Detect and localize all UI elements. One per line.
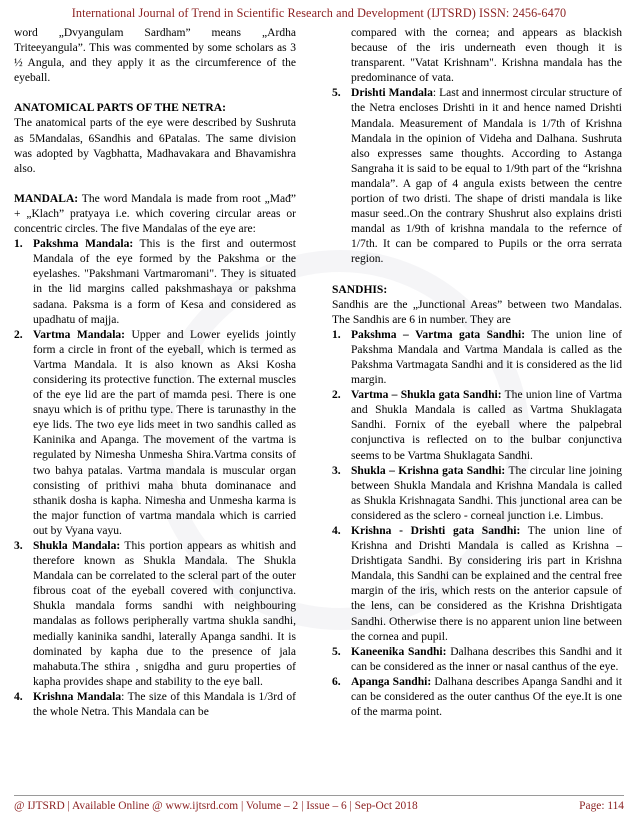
list-number: 4. xyxy=(332,525,341,537)
list-item xyxy=(332,645,622,675)
list-item xyxy=(332,464,622,524)
section-heading-mandala: MANDALA: xyxy=(14,192,79,205)
item-text: The union line of Pakshma Mandala and Vartma Mandala is called as the Pakshma Vartmagata Sandhi and it is considered as the lid margin. xyxy=(351,328,623,387)
list-item xyxy=(332,328,622,388)
page-number: Page: 114 xyxy=(579,800,624,812)
intro-paragraph: word „Dvyangulam Sardham” means „Ardha Triteeyangula”. This was commented by some scholars as 3 ½ Angula, and they apply it as the circumference of the eyeball. xyxy=(14,27,296,85)
list-item xyxy=(14,539,296,690)
list-number: 3. xyxy=(14,540,23,552)
footer-divider xyxy=(14,795,624,796)
item-text: The union line of Krishna and Drishti Mandala is called as Krishna – Drishtigata Sandhi. By considering iris part in Krishna Mandala, this Sandhi can be explained and the central free margin of the iris, which rests on the anterior capsule of the lens, can be considered as the Krishna Drishtigata Sandhi. Otherwise there is no apparent union line between the cornea and pupil. xyxy=(351,525,623,643)
page-footer xyxy=(14,800,624,812)
list-number: 5. xyxy=(332,87,341,100)
left-column xyxy=(14,26,296,720)
right-column xyxy=(332,26,622,720)
item-title: Pakshma Mandala: xyxy=(33,238,134,251)
list-item xyxy=(14,237,296,328)
item-title: Kaneenika Sandhi: xyxy=(351,645,447,658)
list-number: 2. xyxy=(332,389,341,402)
item-title: Krishna - Drishti gata Sandhi: xyxy=(351,525,521,537)
list-item xyxy=(14,690,296,720)
item-text: : The size of this Mandala is 1/3rd of the whole Netra. This Mandala can be xyxy=(33,690,296,719)
list-number: 1. xyxy=(332,328,341,341)
list-number: 3. xyxy=(332,464,341,477)
section-heading-sandhis: SANDHIS: xyxy=(332,283,388,296)
sandhi-list xyxy=(332,328,622,720)
mandala-text: The word Mandala is made from root „Mađ” + „Klach” pratyaya i.e. which covering circular areas or concentric circles. The five Mandalas of the eye are: xyxy=(14,192,296,236)
list-item xyxy=(14,328,296,539)
item-title: Vartma Mandala: xyxy=(33,328,126,341)
section-heading-anatomical-parts: ANATOMICAL PARTS OF THE NETRA: xyxy=(14,102,226,115)
item-text: This portion appears as whitish and therefore known as Shukla Mandala. The Shukla Mandala can be correlated to the scleral part of the outer fibrous coat of the eyeball covered with conjunctiva. Shukla mandala forms sandhi with neighbouring mandalas as follows peripherally vartma shukla sandhi, medially kaninika sandhi, laterally Apanga sandhi. It is dominated by kapha due to the presence of jala mahabuta.The sthira , snigdha and guru properties of kapha provides shape and stability to the eye ball. xyxy=(33,540,296,688)
continued-paragraph: compared with the cornea; and appears as blackish because of the iris underneath even though it is transparent. "Vatat Krishnam". Krishna mandala has the predominance of vata. xyxy=(351,27,622,85)
list-number: 5. xyxy=(332,645,341,658)
item-text: Dalhana describes this Sandhi and it can be considered as the inner or nasal canthus of the eye. xyxy=(351,645,622,673)
item-text: : Last and innermost circular structure of the Netra encloses Drishti in it and hence named Drishti Mandala. Measurement of Mandala is 1/7th of Krishna Mandala in the opinion of Videha and Dalhana. Sushruta also expresses same thoughts. According to Astanga Sangraha it is said to be equal to 1/9th part of the “krishna mandala”. A gap of 4 angula exists between the centre portion of two dristi. The shape of dristi mandala is like masur seed..On the contrary Shushrut also explains dristi mandal as 1/9th of krishna mandala to the refernce of 1/7th. It can be compared to Pupils or the orra serrata region. xyxy=(351,87,622,266)
list-number: 6. xyxy=(332,675,341,688)
mandala-paragraph xyxy=(14,192,296,237)
list-item xyxy=(332,524,622,645)
item-text: Upper and Lower eyelids jointly form a circle in front of the eyeball, which is termed as Vartma Mandala. It is also known as Aksi Kosha considering its protective function. The external muscles of the eye lid are the part of mamda pesi. There is one snayu which is of prithu type. There is tarunasthy in the eye lids. The two eye lids meet in two sandhis called as Kaninika and Apanga. The movement of the vartma is regulated by Nimesha Unmesha Shira.Vartma consits of two bahya patalas. Vartma mandala is muscular organ consisting of prithivi maha bhuta dominanace and sthanik dosha is kapha. Nimesha and Unmesha karma is the major function of vartma mandala which is carried out by Vyana vayu. xyxy=(33,328,296,537)
mandala-list xyxy=(14,237,296,720)
item-title: Pakshma – Vartma gata Sandhi: xyxy=(351,328,526,341)
item-text: This is the first and outermost Mandala of the eye formed by the Pakshma or the eyelashes. "Pakshmani Vartmaromani". They is situated in the lid margins called pakshmashaya or pakshma sadana. Paksma is a form of Kesa and considered as upadhatu of majja. xyxy=(33,238,297,326)
footer-journal-info: @ IJTSRD | Available Online @ www.ijtsrd.com | Volume – 2 | Issue – 6 | Sep-Oct 2018 xyxy=(14,800,418,812)
list-item xyxy=(332,675,622,720)
item-text: The union line of Vartma and Shukla Mandala is called as Vartma Shuklagata Sandhi. Fornix of the eyeball where the palpebral conjunctiva is reflected on to the bulbar conjunctiva seems to be Vartma Shuklagata Sandhi. xyxy=(351,389,622,462)
list-number: 2. xyxy=(14,328,23,341)
list-item xyxy=(332,388,622,463)
item-text: Dalhana describes Apanga Sandhi and it can be considered as the outer canthus Of the eye.It is one of the marma point. xyxy=(351,675,623,719)
journal-header: International Journal of Trend in Scientific Research and Development (IJTSRD) ISSN: 2456-6470 xyxy=(71,6,567,20)
list-number: 1. xyxy=(14,238,23,251)
item-title: Apanga Sandhi: xyxy=(351,675,432,688)
sandhis-paragraph: Sandhis are the „Junctional Areas” between two Mandalas. The Sandhis are 6 in number. They are xyxy=(332,298,622,326)
item-title: Krishna Mandala xyxy=(33,690,122,703)
item-title: Vartma – Shukla gata Sandhi: xyxy=(351,389,502,402)
list-item xyxy=(332,86,622,267)
item-title: Drishti Mandala xyxy=(351,87,433,100)
item-title: Shukla – Krishna gata Sandhi: xyxy=(351,464,506,477)
item-title: Shukla Mandala: xyxy=(33,540,121,552)
item-text: The circular line joining between Shukla Mandala and Krishna Mandala is called as Shukla Krishnagata Sandhi. This junctional area can be considered as the sclero - corneal junction i.e. Limbus. xyxy=(351,464,622,522)
mandala-list-continued xyxy=(332,86,622,267)
list-number: 4. xyxy=(14,690,23,703)
anatomical-parts-paragraph: The anatomical parts of the eye were described by Sushruta as 5Mandalas, 6Sandhis and 6Patalas. The same division was adopted by Vagbhatta, Madhavakara and Bhavamishra also. xyxy=(14,117,296,175)
